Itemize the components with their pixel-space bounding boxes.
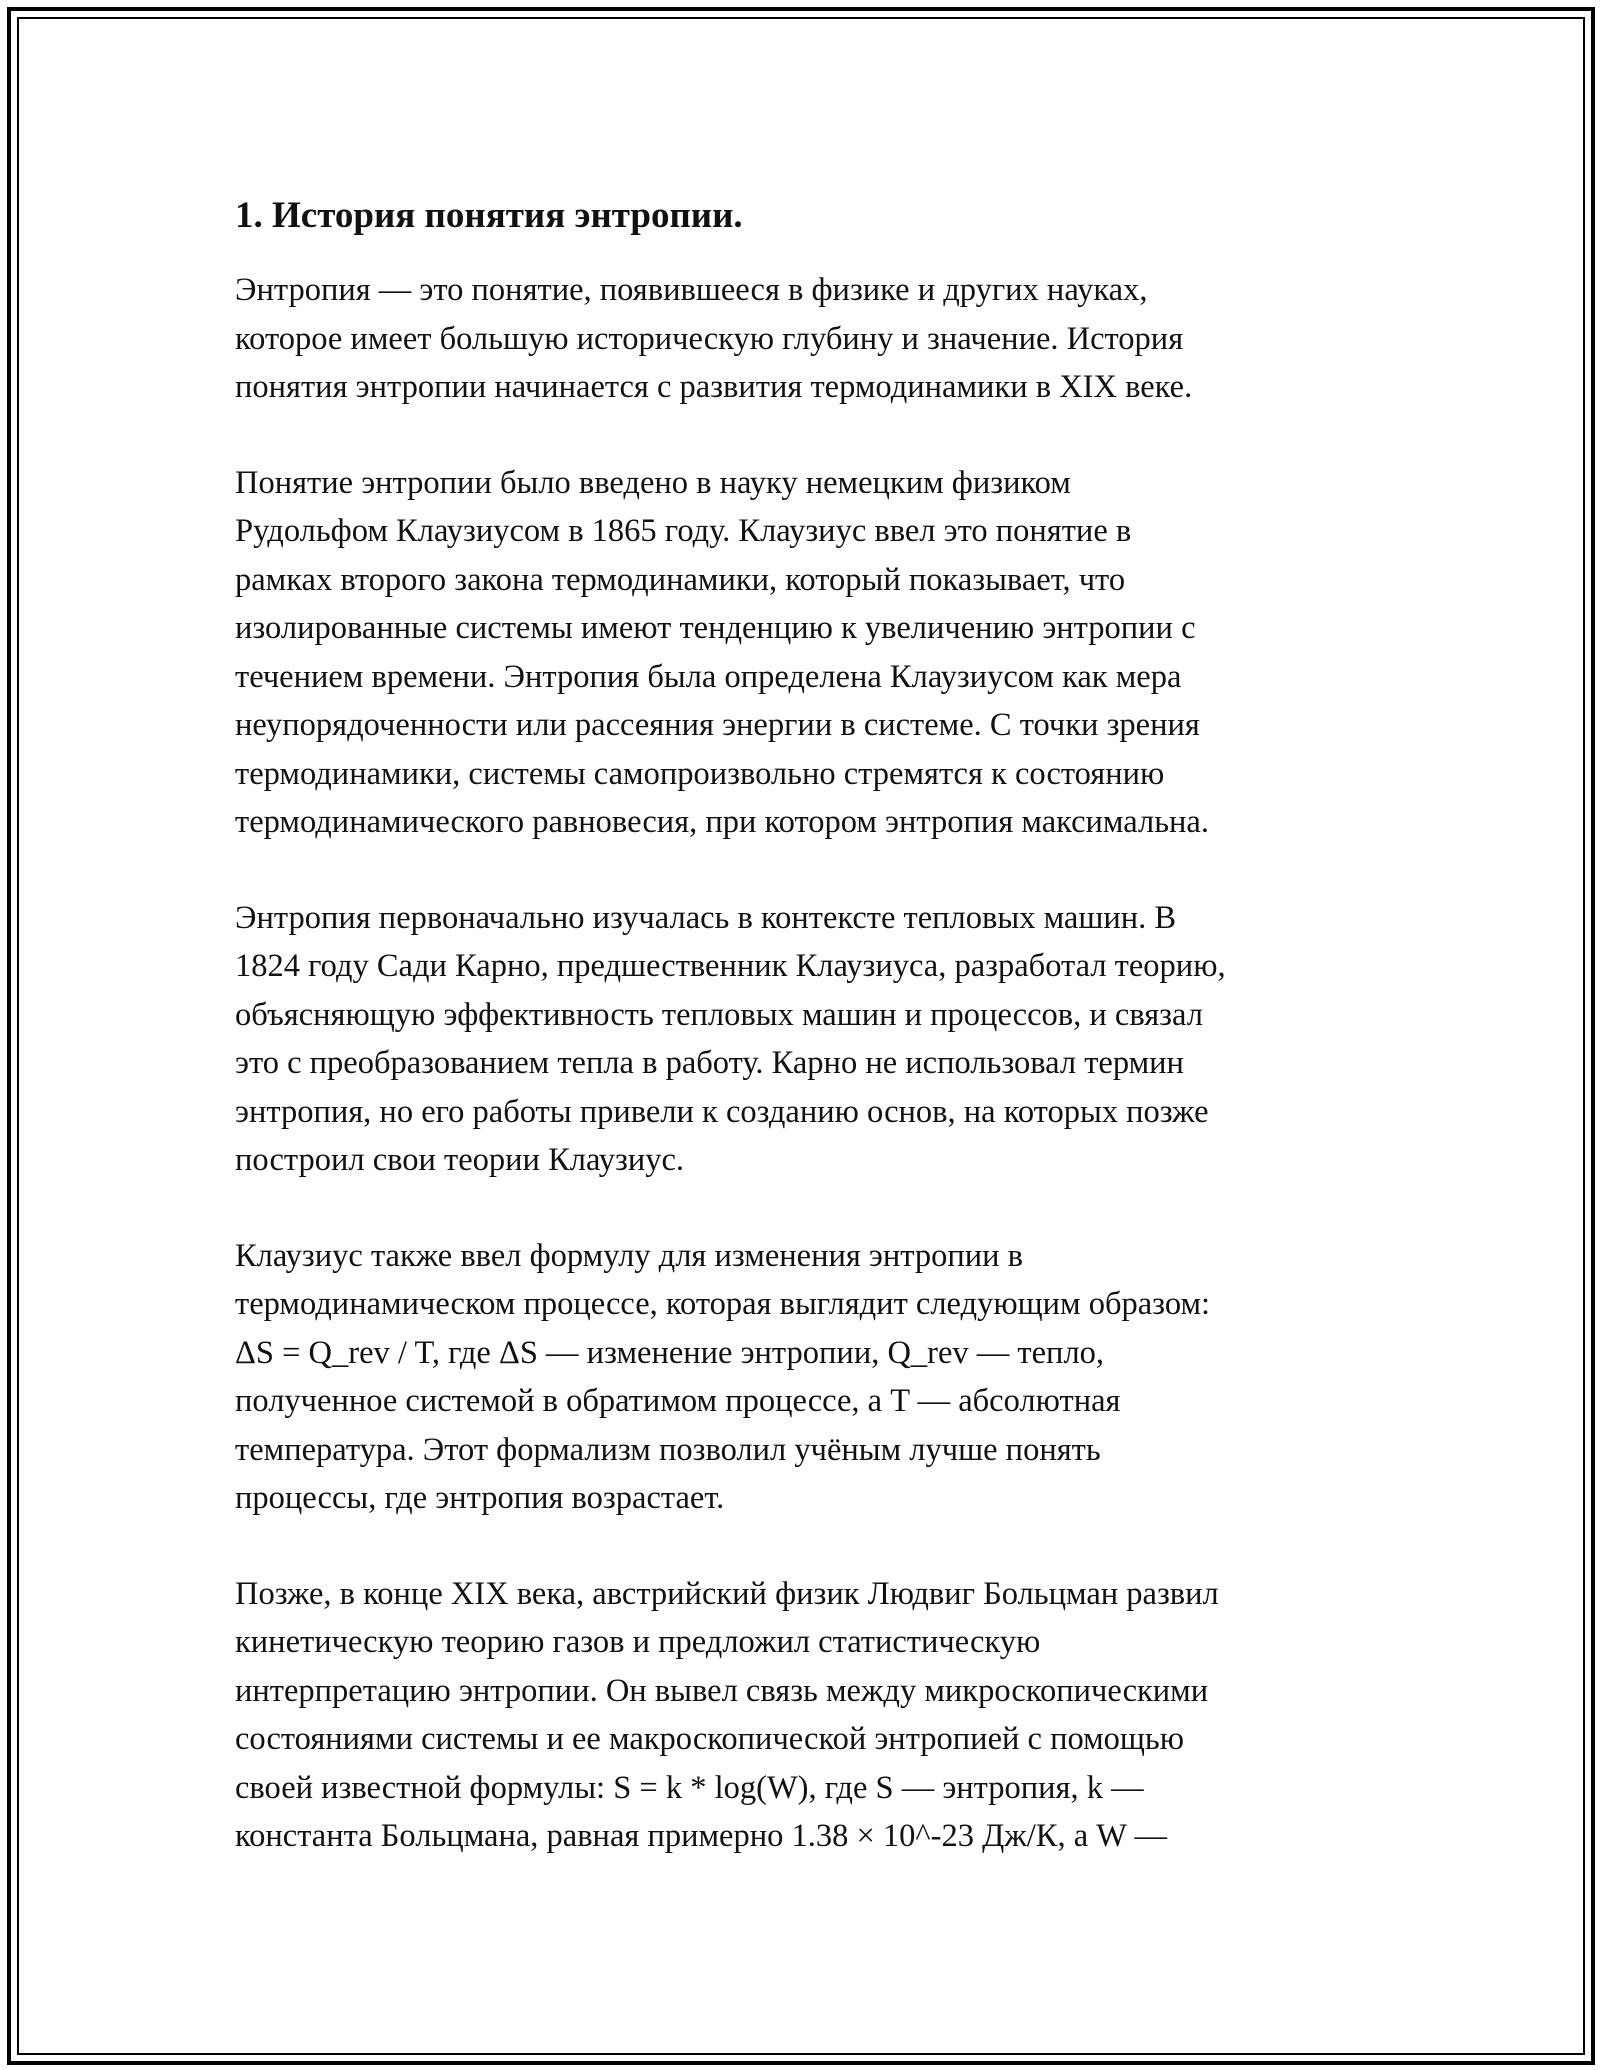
- paragraph-carnot: [235, 894, 1385, 1185]
- text-line: своей известной формулы: S = k * log(W), где S — энтропия, k —: [235, 1769, 1144, 1806]
- text-line: полученное системой в обратимом процессе, а T — абсолютная: [235, 1383, 1121, 1419]
- text-line: объясняющую эффективность тепловых машин и процессов, и связал: [235, 996, 1203, 1033]
- text-line: Энтропия первоначально изучалась в контексте тепловых машин. В: [235, 899, 1177, 936]
- text-line: интерпретацию энтропии. Он вывел связь между микроскопическими: [235, 1672, 1209, 1709]
- paragraph-intro: [235, 266, 1385, 412]
- text-line: термодинамическом процессе, которая выглядит следующим образом:: [235, 1286, 1211, 1322]
- text-line: построил свои теории Клаузиус.: [235, 1142, 685, 1178]
- text-line: изолированные системы имеют тенденцию к увеличению энтропии с: [235, 610, 1196, 646]
- text-line: термодинамического равновесия, при котором энтропия максимальна.: [235, 804, 1209, 840]
- text-line: температура. Этот формализм позволил учёным лучше понять: [235, 1431, 1101, 1468]
- text-line: термодинамики, системы самопроизвольно стремятся к состоянию: [235, 755, 1165, 792]
- text-line: это с преобразованием тепла в работу. Карно не использовал термин: [235, 1045, 1184, 1081]
- text-line: Энтропия — это понятие, появившееся в физике и других науках,: [235, 272, 1148, 308]
- text-line: рамках второго закона термодинамики, который показывает, что: [235, 561, 1126, 598]
- text-line: течением времени. Энтропия была определена Клаузиусом как мера: [235, 658, 1182, 695]
- text-line: 1824 году Сади Карно, предшественник Клаузиуса, разработал теорию,: [235, 948, 1226, 984]
- text-line: энтропия, но его работы привели к созданию основ, на которых позже: [235, 1093, 1209, 1130]
- text-line: процессы, где энтропия возрастает.: [235, 1480, 725, 1516]
- text-line: Рудольфом Клаузиусом в 1865 году. Клаузиус ввел это понятие в: [235, 513, 1132, 549]
- text-line: Клаузиус также ввел формулу для изменения энтропии в: [235, 1237, 1024, 1274]
- text-line: Позже, в конце XIX века, австрийский физик Людвиг Больцман развил: [235, 1575, 1219, 1612]
- document-body: [235, 186, 1385, 1908]
- text-line: неупорядоченности или рассеяния энергии в системе. С точки зрения: [235, 707, 1200, 743]
- paragraph-clausius: [235, 459, 1385, 847]
- text-line: понятия энтропии начинается с развития термодинамики в XIX веке.: [235, 369, 1193, 405]
- text-line: которое имеет большую историческую глубину и значение. История: [235, 320, 1184, 357]
- paragraph-formula: [235, 1232, 1385, 1523]
- section-title: 1. История понятия энтропии.: [235, 195, 743, 236]
- text-line: константа Больцмана, равная примерно 1.38 × 10^-23 Дж/К, а W —: [235, 1818, 1167, 1854]
- text-line: Понятие энтропии было введено в науку немецким физиком: [235, 464, 1071, 501]
- paragraph-boltzmann: [235, 1570, 1385, 1861]
- text-line: состояниями системы и ее макроскопической энтропией с помощью: [235, 1721, 1185, 1757]
- text-line: ΔS = Q_rev / T, где ΔS — изменение энтропии, Q_rev — тепло,: [235, 1334, 1105, 1371]
- text-line: кинетическую теорию газов и предложил статистическую: [235, 1624, 1041, 1660]
